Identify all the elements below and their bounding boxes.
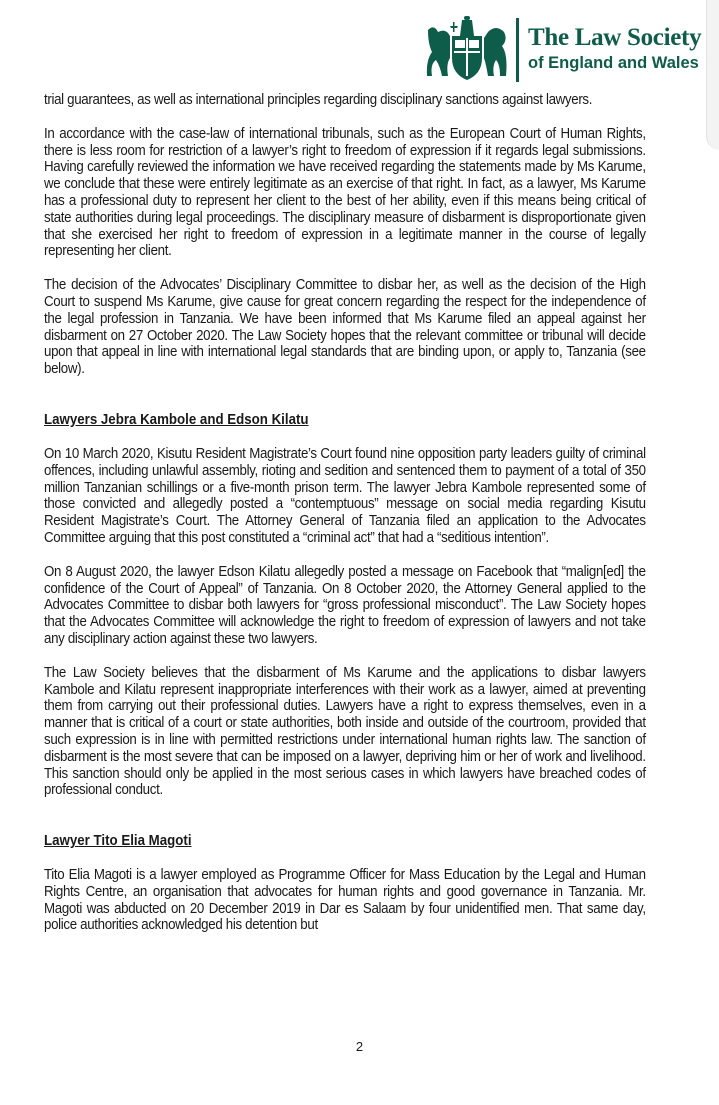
page-number: 2 (355, 1039, 364, 1054)
paragraph: Tito Elia Magoti is a lawyer employed as Programme Officer for Mass Education by the Legal and Human Rights Centre, an organisation that advocates for human rights and good governance in Tanzania. Mr. Magoti was abducted on 20 December 2019 in Dar es Salaam by four unidentified men. That same day, police authorities acknowledged his detention but (44, 867, 646, 934)
brand-name: The Law Society (528, 24, 702, 51)
paragraph: On 8 August 2020, the lawyer Edson Kilatu allegedly posted a message on Facebook that “malign[ed] the confidence of the Court of Appeal” of Tanzania. On 8 October 2020, the Attorney General applied to the Advocates Committee to disbar both lawyers for “gross professional misconduct”. The Law Society hopes that the Advocates Committee will acknowledge the right to freedom of expression of lawyers and not take any disciplinary action against these two lawyers. (44, 563, 646, 647)
paragraph: On 10 March 2020, Kisutu Resident Magistrate’s Court found nine opposition party leaders guilty of criminal offences, including unlawful assembly, rioting and sedition and sentenced them to payment of a total of 350 million Tanzanian schillings or a five-month prison term. The lawyer Jebra Kambole represented some of those convicted and allegedly posted a “contemptuous” message on social media regarding Kisutu Resident Magistrate’s Court. The Attorney General of Tanzania filed an application to the Advocates Committee arguing that this post constituted a “criminal act” that had a “seditious intention”. (44, 445, 646, 546)
law-society-logo (424, 14, 714, 84)
brand-subtitle: of England and Wales (528, 54, 699, 72)
logo-divider (516, 18, 519, 82)
paragraph: The Law Society believes that the disbarment of Ms Karume and the applications to disbar lawyers Kambole and Kilatu represent inappropriate interferences with their work as a lawyer, aimed at preventing them from carrying out their professional duties. Lawyers have a right to express themselves, even in a manner that is critical of a court or state authorities, both inside and outside of the courtroom, provided that such expression is in line with permitted restrictions under international human rights law. The sanction of disbarment is the most severe that can be imposed on a lawyer, depriving him or her of work and livelihood. This sanction should only be applied in the most serious cases in which lawyers have breached codes of professional conduct. (44, 664, 646, 799)
section-heading: Lawyers Jebra Kambole and Edson Kilatu (44, 411, 309, 428)
document-body (44, 92, 646, 934)
crest-icon (424, 14, 512, 84)
paragraph: trial guarantees, as well as international principles regarding disciplinary sanctions against lawyers. (44, 92, 593, 108)
section-heading: Lawyer Tito Elia Magoti (44, 833, 192, 850)
paragraph: In accordance with the case-law of international tribunals, such as the European Court of Human Rights, there is less room for restriction of a lawyer’s right to freedom of expression if it regards legal submissions. Having carefully reviewed the information we have received regarding the statements made by Ms Karume, we conclude that these were entirely legitimate as an exercise of that right. In fact, as a lawyer, Ms Karume has a professional duty to represent her client to the best of her ability, even if this means being critical of state authorities during legal proceedings. The disciplinary measure of disbarment is disproportionate given that she exercised her right to freedom of expression in a legitimate manner in the course of legally representing her client. (44, 125, 646, 260)
paragraph: The decision of the Advocates’ Disciplinary Committee to disbar her, as well as the decision of the High Court to suspend Ms Karume, give cause for great concern regarding the respect for the independence of the legal profession in Tanzania. We have been informed that Ms Karume filed an appeal against her disbarment on 27 October 2020. The Law Society hopes that the relevant committee or tribunal will decide upon that appeal in line with international legal standards that are binding upon, or apply to, Tanzania (see below). (44, 277, 646, 378)
